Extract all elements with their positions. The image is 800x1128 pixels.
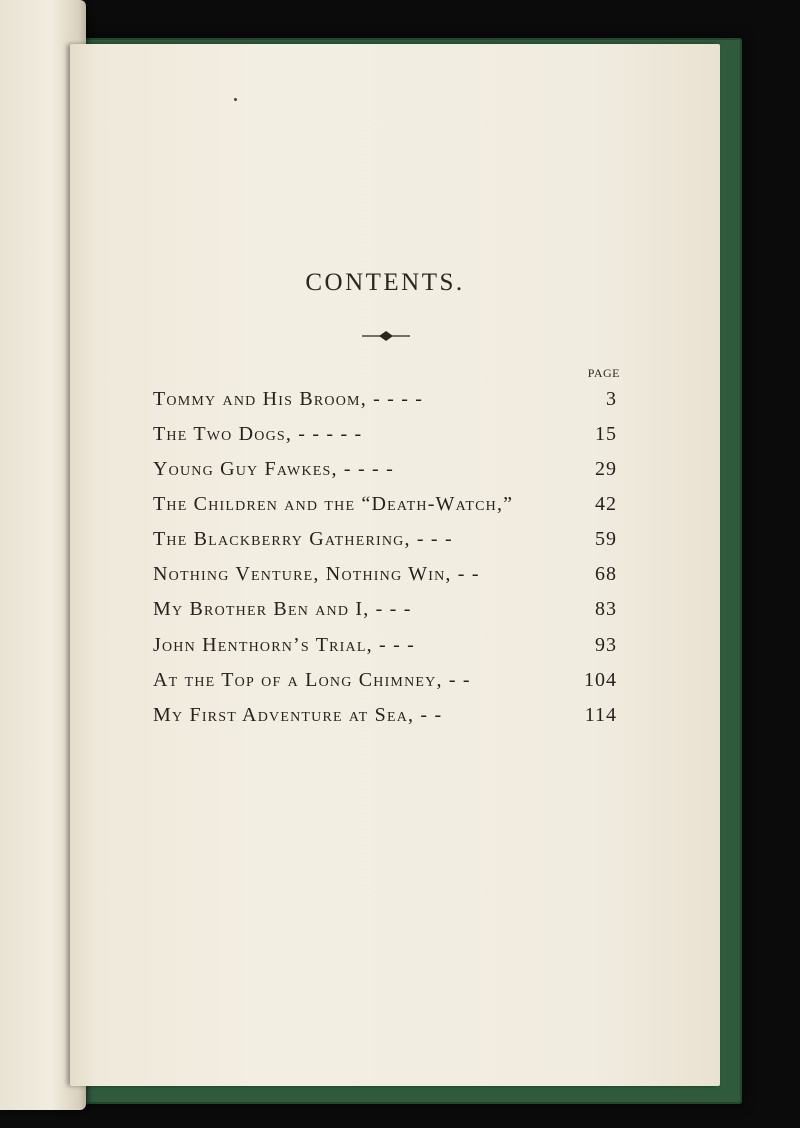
page-column-label: PAGE xyxy=(587,366,620,380)
entry-page-number: 93 xyxy=(595,634,617,656)
ornament-divider-icon xyxy=(362,328,410,344)
contents-entry xyxy=(0,598,800,632)
contents-entry xyxy=(0,704,800,738)
contents-entry xyxy=(0,528,800,562)
contents-heading: CONTENTS. xyxy=(305,269,465,296)
contents-entry xyxy=(0,669,800,703)
entry-page-number: 42 xyxy=(595,493,617,515)
entry-page-number: 29 xyxy=(595,458,617,480)
entry-title: Tommy and His Broom, - - - - xyxy=(153,388,424,410)
entry-page-number: 68 xyxy=(595,563,617,585)
entry-title: At the Top of a Long Chimney, - - xyxy=(153,669,471,691)
contents-entry xyxy=(0,493,800,527)
entry-page-number: 15 xyxy=(595,423,617,445)
entry-title: The Blackberry Gathering, - - - xyxy=(153,528,453,550)
entry-page-number: 3 xyxy=(606,388,617,410)
page-fleck xyxy=(234,98,237,101)
contents-entry xyxy=(0,423,800,457)
entry-title: The Two Dogs, - - - - - xyxy=(153,423,363,445)
entry-title: My Brother Ben and I, - - - xyxy=(153,598,412,620)
entry-title: Nothing Venture, Nothing Win, - - xyxy=(153,563,480,585)
entry-page-number: 59 xyxy=(595,528,617,550)
entry-title: The Children and the “Death-Watch,” xyxy=(153,493,514,515)
entry-title: John Henthorn’s Trial, - - - xyxy=(153,634,415,656)
contents-entry xyxy=(0,634,800,668)
entry-page-number: 114 xyxy=(584,704,617,726)
entry-page-number: 104 xyxy=(584,669,617,691)
entry-page-number: 83 xyxy=(595,598,617,620)
contents-entry xyxy=(0,458,800,492)
entry-title: Young Guy Fawkes, - - - - xyxy=(153,458,394,480)
contents-entry xyxy=(0,563,800,597)
entry-title: My First Adventure at Sea, - - xyxy=(153,704,443,726)
contents-entry xyxy=(0,388,800,422)
